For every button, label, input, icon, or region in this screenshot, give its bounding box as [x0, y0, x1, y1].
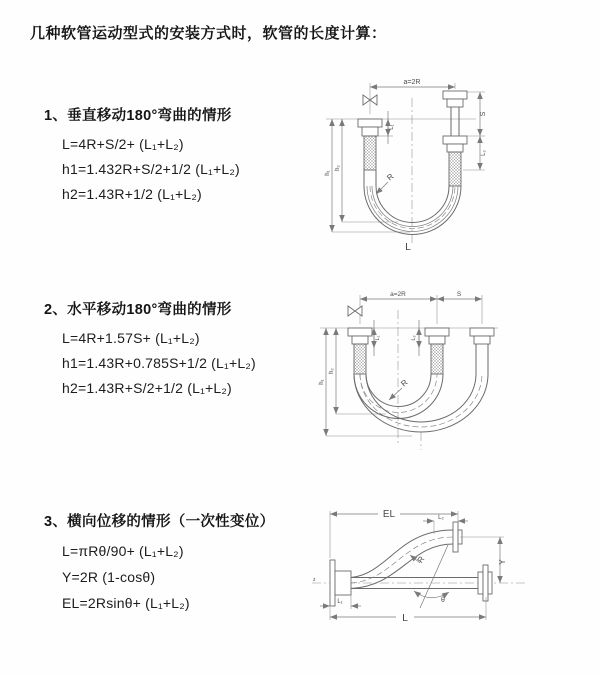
hose-fitting-right-lower [443, 136, 467, 186]
hose-bends [364, 170, 461, 234]
dim-fit-left [378, 111, 395, 144]
radius-label: R [399, 377, 410, 389]
hose-bend-near [354, 374, 443, 419]
diagram-lateral-displacement [308, 503, 593, 643]
dim-el-label: EL [382, 509, 396, 520]
dim-length [330, 597, 486, 624]
section-2-formulas [44, 326, 256, 401]
formula-el: EL=2Rsinθ+ (L₁+L₂) [62, 595, 190, 611]
length-label: L [405, 241, 411, 253]
formula-y: Y=2R (1-cosθ) [62, 569, 156, 585]
formula-length: L=4R+1.57S+ (L₁+L₂) [62, 330, 200, 346]
dim-span [360, 291, 482, 324]
section-3-formulas [44, 538, 274, 616]
valve-icon [348, 306, 362, 316]
formula-length: L=4R+S/2+ (L₁+L₂) [62, 136, 184, 152]
page-title: 几种软管运动型式的安装方式时，软管的长度计算： [30, 25, 387, 42]
radius-callout [389, 378, 410, 400]
dim-stroke-label: S [456, 291, 462, 298]
hose-fitting-right-upper [443, 91, 467, 136]
diagram-vertical-180 [312, 74, 597, 259]
dim-stroke [467, 92, 487, 136]
centerline-mark: z [313, 577, 316, 583]
dim-h1-label: h₁ [319, 379, 325, 385]
dim-h2-label: h₂ [329, 368, 335, 374]
hose-bend-shifted [354, 374, 488, 432]
dim-fit-left [320, 595, 361, 609]
formula-h1: h1=1.43R+0.785S+1/2 (L₁+L₂) [62, 355, 256, 371]
radius-label: R [415, 554, 427, 565]
formula-h2: h2=1.43R+S/2+1/2 (L₁+L₂) [62, 380, 232, 396]
hose-fitting-middle [425, 328, 449, 374]
formula-length: L=πRθ/90+ (L₁+L₂) [62, 543, 184, 559]
dim-span-label: a=2R [403, 79, 421, 86]
section-lateral-displacement [44, 510, 274, 616]
section-2-heading: 2、水平移动180°弯曲的情形 [44, 302, 232, 318]
section-1-heading: 1、垂直移动180°弯曲的情形 [44, 108, 232, 124]
dim-h2-label: h₂ [335, 165, 341, 171]
formula-h2: h2=1.43R+1/2 (L₁+L₂) [62, 186, 202, 202]
dim-fit-left-label: L₁ [375, 335, 381, 341]
dim-h1-label: h₁ [325, 170, 331, 176]
section-3-heading: 3、横向位移的情形（一次性变位） [44, 514, 275, 530]
hose-displaced-position [351, 522, 462, 589]
dim-fit-middle-label: L₂ [411, 335, 417, 341]
radius-callout [376, 172, 396, 194]
dim-span-label: a=2R [390, 291, 406, 298]
section-horizontal-180 [44, 298, 256, 401]
radius-label: R [385, 171, 396, 183]
section-1-formulas [44, 132, 240, 207]
dim-span [370, 79, 455, 114]
angle-label: θ [441, 597, 445, 604]
dim-length-label: L [402, 612, 408, 624]
dim-fit-left [374, 320, 381, 356]
hose-fitting-left [348, 328, 372, 374]
diagram-horizontal-180 [312, 286, 600, 454]
section-vertical-180 [44, 104, 240, 207]
hose-fitting-left [358, 119, 382, 170]
dim-fit-middle [411, 320, 419, 356]
dim-fit-left-label: L₁ [389, 124, 395, 130]
formula-h1: h1=1.432R+S/2+1/2 (L₁+L₂) [62, 161, 240, 177]
dim-stroke-label: S [480, 111, 487, 117]
hose-fitting-right [470, 328, 494, 374]
dim-fit-left-label: L₁ [337, 599, 343, 605]
dim-fit-top-label: L₂ [438, 515, 444, 521]
dim-y-label: Y [498, 559, 507, 565]
dim-fit-right-label: L₂ [481, 150, 487, 156]
